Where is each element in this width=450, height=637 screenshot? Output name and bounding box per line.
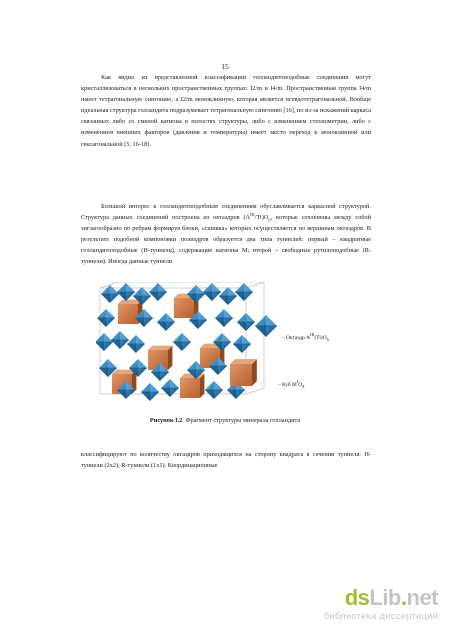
octahedron <box>141 383 159 401</box>
dslib-logo: dsLib.net <box>344 585 438 610</box>
hollandite-structure-figure <box>96 282 305 404</box>
octahedron <box>101 285 119 303</box>
octahedron <box>96 333 113 351</box>
paragraph-framework <box>81 201 371 268</box>
octahedron <box>127 335 145 353</box>
legend-cube: – Куб $M^IO_8$ <box>278 379 305 390</box>
text-line: гексагональной [5, 16-18]. <box>81 140 151 148</box>
octahedron <box>111 331 129 349</box>
text-line: либо с изменением стехиометрии, либо с изменением внешних факторов <box>81 118 371 137</box>
octahedron <box>97 309 115 327</box>
text-line: Большой интерес к голландитоподобным соединениям обуславливается <box>101 203 305 210</box>
text-line: соединения могут кристаллизоваться в нескольких пространственных группах: <box>81 74 372 93</box>
legend-cube-glyph <box>230 359 257 386</box>
text-line: формируя блоки, «сшивка» которых осуществляется по вершинам октаэдров. В <box>153 225 371 233</box>
superscript: III <box>250 212 255 217</box>
octahedron <box>149 283 167 301</box>
text-line: Как видно из представленной классификации голландитоподобные <box>101 74 310 81</box>
subscript: 6 <box>268 217 271 223</box>
caption-label: Рисунок I.2 <box>149 417 183 424</box>
dslib-subtitle: библиотека диссертаций <box>323 611 438 622</box>
text-line: , которые сочленены между собой зигзагообразно по ребрам <box>81 214 371 233</box>
text-line: результате подобной компоновки полиэдров образуется два типа туннелей: <box>81 236 304 244</box>
cube <box>180 374 204 398</box>
paragraph-tunnels <box>81 449 371 471</box>
octahedron <box>205 381 223 399</box>
caption-text: . Фрагмент структуры минерала голландита <box>182 417 301 424</box>
text-line: сечении туннеля: H-туннели (2x2), R-туннели (1x1). Координационные <box>81 451 371 470</box>
octahedron <box>235 283 253 301</box>
dslib-watermark <box>308 586 438 622</box>
text-line: (A <box>243 214 251 222</box>
text-line: искажений каркаса связанных либо со сменой катиона в полостях структуры, <box>81 107 372 126</box>
structure-scene <box>96 282 277 401</box>
octahedron <box>219 287 237 305</box>
octahedron <box>173 333 191 351</box>
octahedron <box>157 313 175 331</box>
text-line: первый – квадратные голландитоподобные (H-туннели), содержащие катионы <box>81 236 372 255</box>
legend-octahedron-glyph <box>255 315 277 337</box>
text-line: каркасной структурой. Структура данных соединений построена из октаэдров <box>81 203 372 222</box>
octahedron <box>161 379 179 397</box>
text-line: M; второй – свободные рутилоподобные (R-туннели). Иногда данные туннели <box>81 247 372 266</box>
text-line: I2/m и I4/m. Пространственная группа I4/m имеет тетрагональную сингонию, а <box>81 85 371 104</box>
octahedron <box>203 283 221 301</box>
octahedron <box>215 309 233 327</box>
text-line: структура голландита подразумевает тетрагональную сингонию [16], но из-за <box>109 107 319 115</box>
paragraph-classification <box>81 72 371 150</box>
page-number: 15 <box>221 62 229 71</box>
text-line: I2/m моноклинную, которая является псевдотетрагональной. Вообще идеальная <box>81 96 371 115</box>
legend-octahedron: – Октаэдр $A^{III}(Ti)O_6$ <box>282 332 329 343</box>
octahedron <box>233 335 251 353</box>
text-line: классифицируют по количеству октаэдров приходящихся на сторону квадрата в <box>81 451 310 458</box>
text-line: /Ti)O <box>254 214 269 222</box>
figure-caption <box>0 417 450 424</box>
octahedron <box>117 283 135 301</box>
text-line: (давления и температуры) имеет место переход к моноклинной или <box>173 129 371 137</box>
octahedron <box>237 313 255 331</box>
